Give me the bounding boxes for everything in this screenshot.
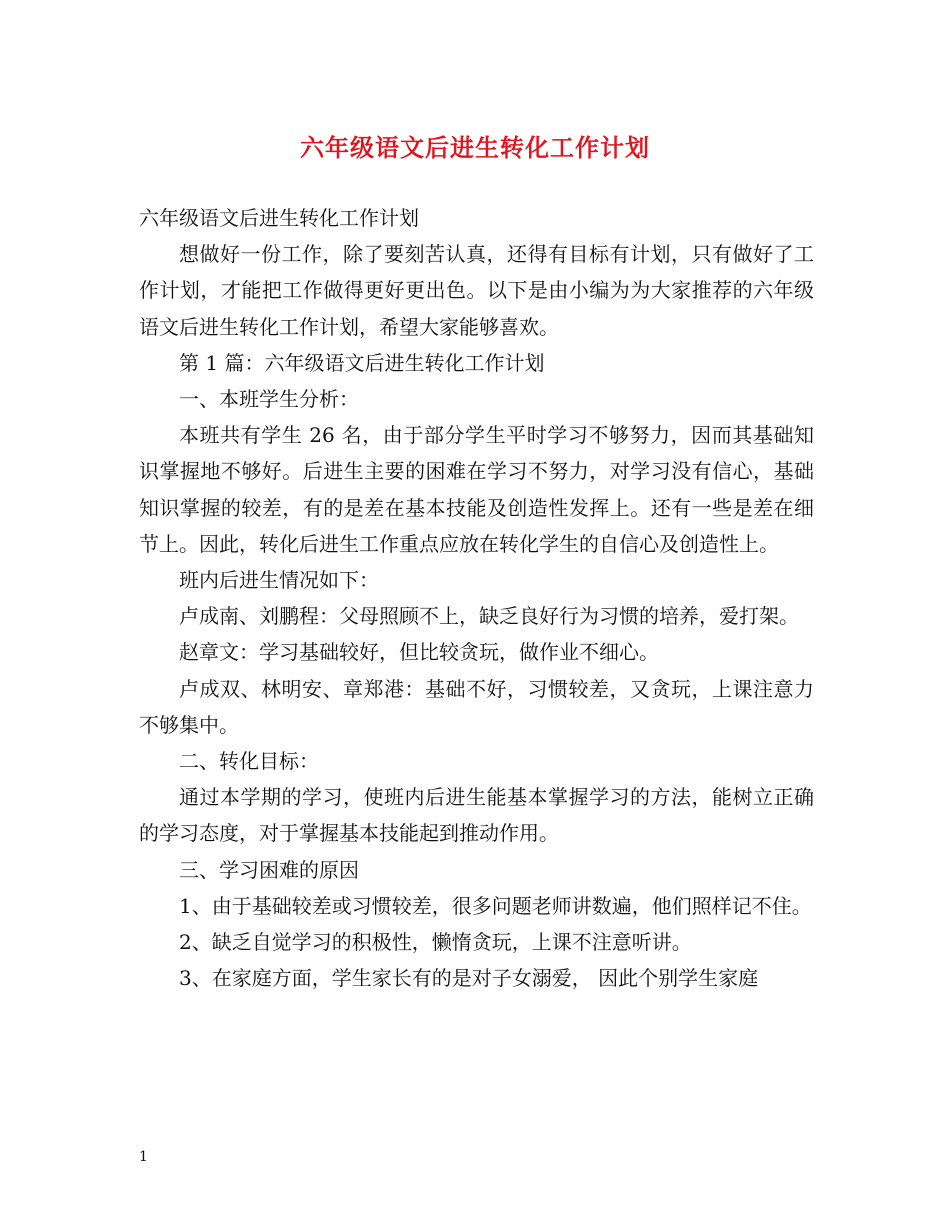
section-heading-goals: 二、转化目标： [179,749,319,774]
paragraph-goals: 通过本学期的学习，使班内后进生能基本掌握学习的方法，能树立正确的学习态度，对于掌握基本技能起到推动作用。 [139,785,814,846]
paragraph-cause-1: 1、由于基础较差或习惯较差，很多问题老师讲数遍，他们照样记不住。 [179,893,812,918]
paragraph-student-2: 赵章文：学习基础较好，但比较贪玩，做作业不细心。 [179,640,659,665]
document-body [139,200,814,996]
paragraph-student-1: 卢成南、刘鹏程：父母照顾不上，缺乏良好行为习惯的培养，爱打架。 [179,604,799,629]
section-heading-causes: 三、学习困难的原因 [179,857,359,882]
paragraph-situation-intro: 班内后进生情况如下： [179,568,379,593]
paragraph-cause-3: 3、在家庭方面，学生家长有的是对子女溺爱， 因此个别学生家庭 [179,966,759,991]
page-number: 1 [139,1149,148,1165]
paragraph-student-3: 卢成双、林明安、章郑港：基础不好，习惯较差，又贪玩，上课注意力不够集中。 [139,676,814,737]
document-title: 六年级语文后进生转化工作计划 [300,133,650,162]
document-subtitle: 六年级语文后进生转化工作计划 [139,206,419,230]
paragraph-analysis: 本班共有学生 26 名，由于部分学生平时学习不够努力，因而其基础知识掌握地不够好。后进生主要的困难在学习不努力，对学习没有信心，基础知识掌握的较差，有的是差在基本技能及创造性发挥上。还有一些是差在细节上。因此，转化后进生工作重点应放在转化学生的自信心及创造性上。 [139,423,814,556]
section-heading-analysis: 一、本班学生分析： [179,387,359,412]
paragraph-part-heading: 第 1 篇：六年级语文后进生转化工作计划 [179,350,545,375]
paragraph-cause-2: 2、缺乏自觉学习的积极性，懒惰贪玩，上课不注意听讲。 [179,930,692,955]
paragraph-intro: 想做好一份工作，除了要刻苦认真，还得有目标有计划，只有做好了工作计划，才能把工作做得更好更出色。以下是由小编为为大家推荐的六年级语文后进生转化工作计划，希望大家能够喜欢。 [139,242,814,339]
